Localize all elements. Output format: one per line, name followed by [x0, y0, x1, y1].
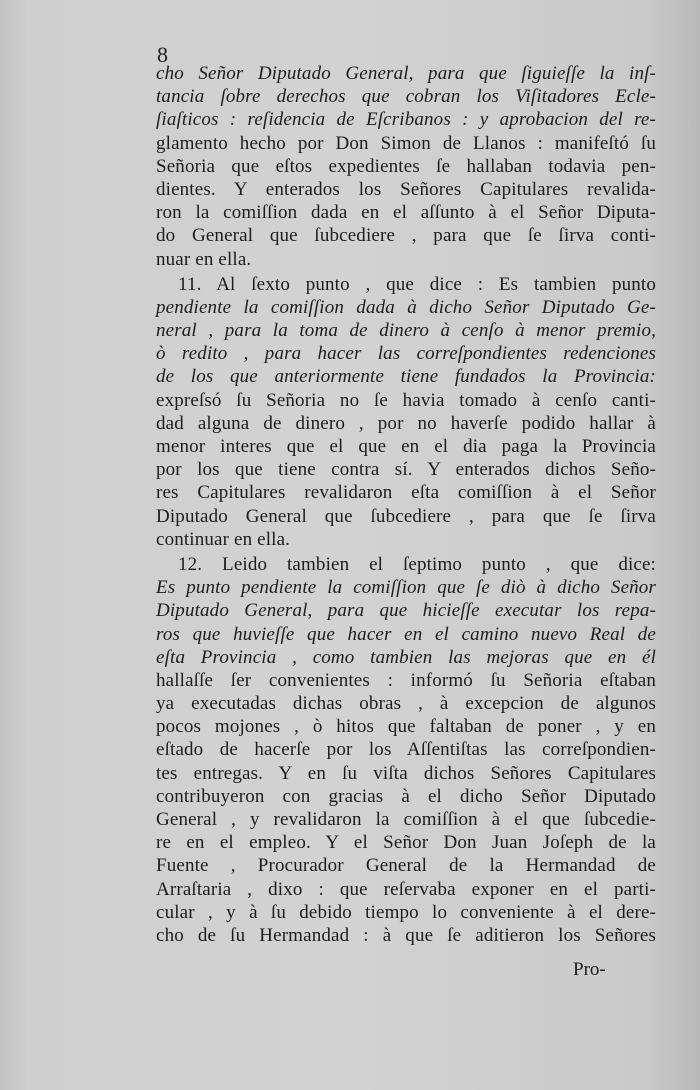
text-line: menor interes que el que en el dia paga la Provincia: [156, 436, 656, 457]
text-line: pocos mojones , ò hitos que faltaban de poner , y en: [156, 716, 656, 738]
text-line: glamento hecho por Don Simon de Llanos : manifeſtó ſu: [156, 132, 656, 154]
text-line: neral , para la toma de dinero à cenſo à menor premio,: [156, 320, 656, 342]
text-line: continuar en ella.: [156, 528, 291, 550]
text-line: Señoria que eſtos expedientes ſe hallaban todavia pen-: [156, 155, 656, 177]
page-number: 8: [157, 42, 168, 67]
body-text: [156, 62, 656, 947]
text-line: ſiaſticos : reſidencia de Eſcribanos : y aprobacion del re-: [156, 109, 656, 131]
text-line: cular , y à ſu debido tiempo lo conveniente à el dere-: [156, 901, 656, 923]
text-line: Diputado General que ſubcediere , para que ſe ſirva: [156, 505, 656, 527]
text-line: General , y revalidaron la comiſſion à el que ſubcedie-: [156, 809, 656, 830]
text-line: contribuyeron con gracias à el dicho Señor Diputado: [156, 785, 656, 807]
catchword: Pro-: [573, 959, 606, 980]
text-line: res Capitulares revalidaron eſta comiſſion à el Señor: [156, 482, 656, 504]
text-line: pendiente la comiſſion dada à dicho Señor Diputado Ge-: [156, 296, 656, 318]
text-line: Es punto pendiente la comiſſion que ſe diò à dicho Señor: [156, 577, 656, 599]
text-line: eſta Provincia , como tambien las mejoras que en él: [156, 646, 656, 668]
text-line: nuar en ella.: [156, 248, 252, 270]
text-line: cho Señor Diputado General, para que ſiguieſſe la inſ-: [156, 63, 656, 84]
text-line: tes entregas. Y en ſu viſta dichos Señores Capitulares: [156, 762, 656, 784]
text-line: tancia ſobre derechos que cobran los Viſitadores Ecle-: [156, 86, 656, 108]
text-line: re en el empleo. Y el Señor Don Juan Joſeph de la: [156, 832, 656, 854]
text-line: de los que anteriormente tiene fundados la Provincia:: [156, 366, 656, 388]
text-line: ros que huvieſſe que hacer en el camino nuevo Real de: [156, 623, 656, 645]
text-line: Diputado General, para que hicieſſe executar los repa-: [156, 600, 656, 622]
text-line: expreſsó ſu Señoria no ſe havia tomado à cenſo canti-: [156, 389, 656, 411]
paragraph-12-first-line: 12. Leido tambien el ſeptimo punto , que dice:: [178, 553, 656, 575]
text-line: cho de ſu Hermandad : à que ſe aditieron los Señores: [156, 924, 656, 946]
paragraph-11-first-line: 11. Al ſexto punto , que dice : Es tambien punto: [178, 273, 656, 295]
text-line: Arraſtaria , dixo : que reſervaba exponer en el parti-: [156, 878, 656, 900]
text-line: dad alguna de dinero , por no haverſe podido hallar à: [156, 412, 656, 434]
text-line: ya executadas dichas obras , à excepcion de algunos: [156, 693, 656, 715]
text-line: dientes. Y enterados los Señores Capitulares revalida-: [156, 178, 656, 200]
text-line: ò redito , para hacer las correſpondientes redenciones: [156, 343, 656, 365]
text-line: ron la comiſſion dada en el aſſunto à el Señor Diputa-: [156, 202, 656, 224]
text-line: Fuente , Procurador General de la Hermandad de: [156, 855, 656, 877]
text-line: do General que ſubcediere , para que ſe ſirva conti-: [156, 225, 656, 247]
text-line: por los que tiene contra sí. Y enterados dichos Seño-: [156, 459, 656, 481]
text-line: hallaſſe ſer convenientes : informó ſu Señoria eſtaban: [156, 669, 656, 691]
text-line: eſtado de hacerſe por los Aſſentiſtas las correſpondien-: [156, 739, 656, 761]
